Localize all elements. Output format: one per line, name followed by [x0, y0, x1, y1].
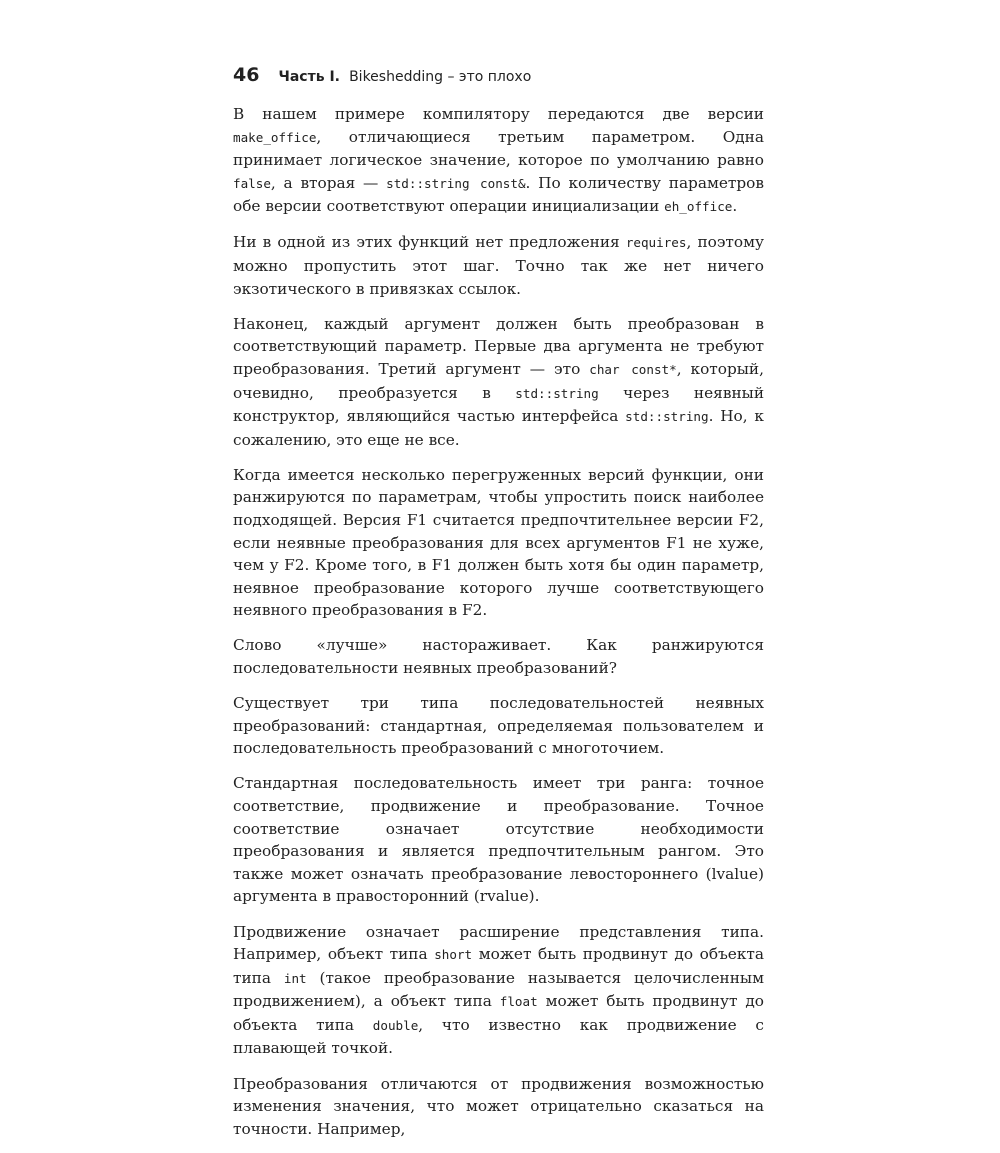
- inline-code: requires: [625, 235, 687, 251]
- text-run: , а вторая —: [270, 173, 387, 192]
- inline-code: false: [233, 175, 271, 191]
- text-run: . Но, к сожалению, это еще не все.: [233, 407, 764, 449]
- paragraph: [233, 313, 764, 452]
- text-run: Преобразования отличаются от продвижения возможностью изменения значения, что может отрицательно сказаться на точности. Например,: [233, 1074, 764, 1138]
- inline-code: int: [283, 970, 307, 986]
- chapter-title: Bikeshedding – это плохо: [349, 69, 532, 85]
- inline-code: short: [434, 947, 473, 963]
- text-run: , который, очевидно, преобразуется в: [233, 359, 764, 402]
- inline-code: std::string: [515, 385, 599, 401]
- inline-code: std::string const&: [386, 175, 526, 191]
- text-run: В нашем примере компилятору передаются две версии: [233, 105, 764, 123]
- paragraph: [233, 231, 764, 300]
- text-run: (такое преобразование называется целочисленным продвижением), а объект типа: [233, 968, 764, 1011]
- paragraph: [233, 634, 764, 679]
- text-run: . По количеству параметров обе версии соответствуют операции инициализации: [233, 173, 765, 216]
- inline-code: std::string: [625, 409, 709, 425]
- text-run: Слово «лучше» настораживает. Как ранжируются последовательности неявных преобразований?: [233, 636, 764, 678]
- inline-code: double: [372, 1017, 419, 1033]
- inline-code: float: [499, 994, 538, 1010]
- inline-code: eh_office: [664, 199, 733, 215]
- paragraph: [233, 772, 764, 908]
- inline-code: char const*: [589, 361, 677, 377]
- text-run: , что известно как продвижение с плавающей точкой.: [233, 1015, 764, 1058]
- part-label: Часть I.: [278, 69, 340, 85]
- paragraph: [233, 1073, 764, 1141]
- inline-code: make_office: [233, 129, 317, 145]
- text-run: может быть продвинут до объекта типа: [233, 992, 764, 1034]
- text-run: , отличающиеся третьим параметром. Одна принимает логическое значение, которое по умолчанию равно: [233, 127, 764, 170]
- text-run: , поэтому можно пропустить этот шаг. Точно так же нет ничего экзотического в привязках ссылок.: [233, 233, 764, 298]
- text-run: Продвижение означает расширение представления типа. Например, объект типа: [233, 922, 764, 964]
- text-run: может быть продвинут до объекта типа: [233, 945, 764, 987]
- text-run: через неявный конструктор, являющийся частью интерфейса: [233, 383, 765, 426]
- running-header: [233, 64, 531, 86]
- paragraph: [233, 103, 764, 219]
- text-run: Стандартная последовательность имеет три ранга: точное соответствие, продвижение и преобразование. Точное соответствие означает отсутствие необходимости преобразования и является предпочтительным рангом. Это также может означать преобразование левостороннего (lvalue) аргумента в правосторонний (rvalue).: [233, 774, 764, 906]
- paragraph: [233, 692, 764, 760]
- text-run: .: [732, 197, 738, 216]
- text-run: Когда имеется несколько перегруженных версий функции, они ранжируются по параметрам, чтобы упростить поиск наиболее подходящей. Версия F1 считается предпочтительнее версии F2, если неявные преобразования для всех аргументов F1 не хуже, чем у F2. Кроме того, в F1 должен быть хотя бы один параметр, неявное преобразование которого лучше соответствующего неявного преобразования в F2.: [233, 465, 764, 620]
- paragraph: [233, 921, 764, 1061]
- body-text: [233, 103, 764, 1153]
- page-number: 46: [233, 64, 260, 86]
- text-run: Наконец, каждый аргумент должен быть преобразован в соответствующий параметр. Первые два аргумента не требуют преобразования. Третий аргумент — это: [233, 314, 764, 378]
- text-run: Ни в одной из этих функций нет предложения: [233, 233, 626, 252]
- paragraph: [233, 464, 764, 622]
- text-run: Существует три типа последовательностей неявных преобразований: стандартная, определяемая пользователем и последовательность преобразований с многоточием.: [233, 694, 764, 758]
